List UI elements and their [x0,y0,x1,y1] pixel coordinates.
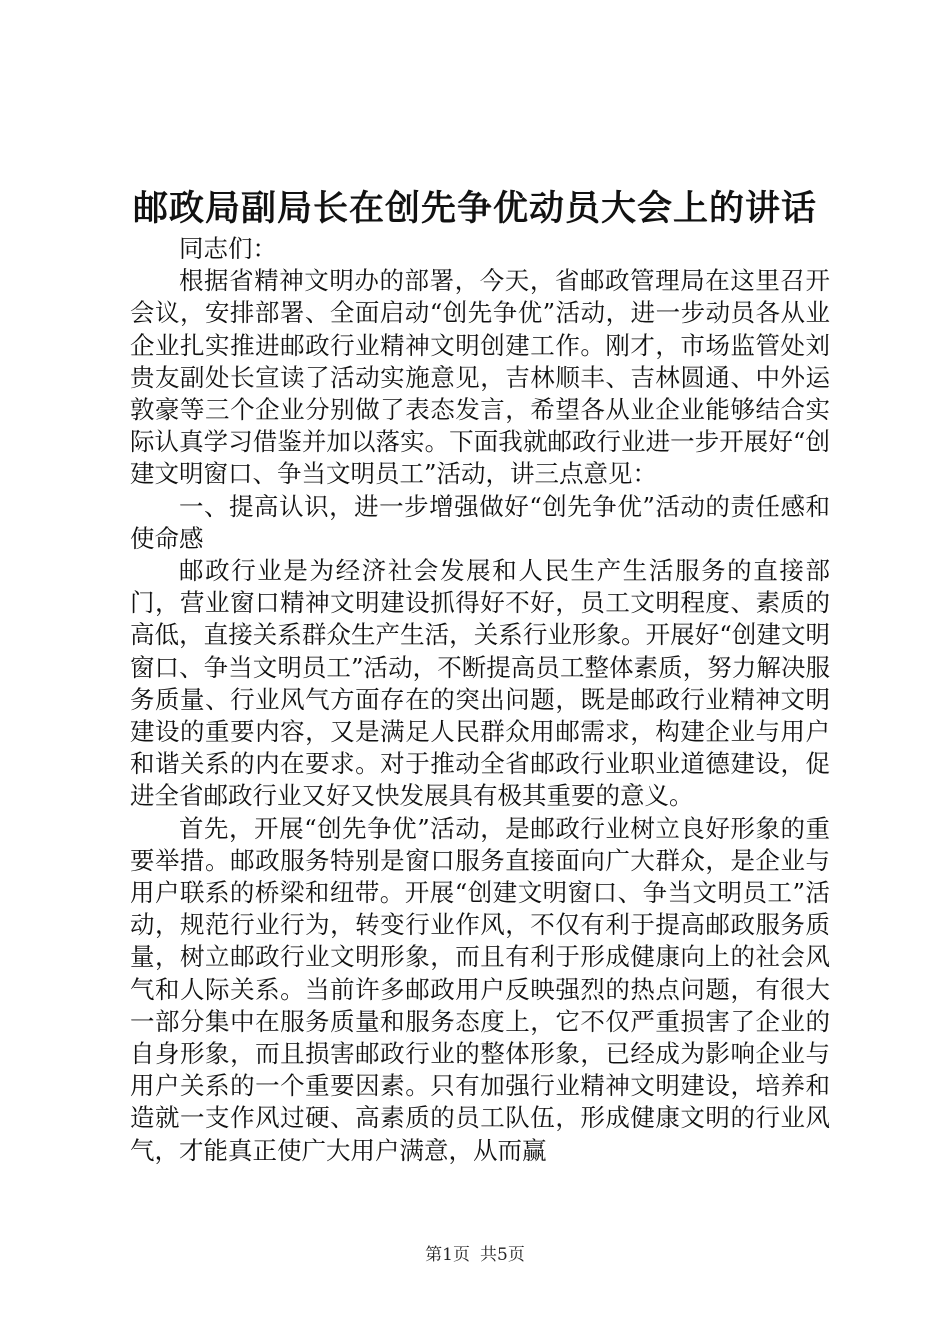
salutation: 同志们： [179,234,277,263]
paragraph: 根据省精神文明办的部署，今天，省邮政管理局在这里召开会议，安排部署、全面启动“创先争优”活动，进一步动员各从业企业扎实推进邮政行业精神文明创建工作。刚才，市场监管处刘贵友副处长宣读了活动实施意见，吉林顺丰、吉林圆通、中外运敦豪等三个企业分别做了表态发言，希望各从业企业能够结合实际认真学习借鉴并加以落实。下面我就邮政行业进一步开展好“创建文明窗口、争当文明员工”活动，讲三点意见： [130,266,830,489]
document-body [130,233,830,1167]
document-title: 邮政局副局长在创先争优动员大会上的讲话 [132,189,817,229]
section-heading: 一、提高认识，进一步增强做好“创先争优”活动的责任感和使命感 [130,491,830,553]
page-count: 共5页 [480,1245,525,1265]
paragraph: 邮政行业是为经济社会发展和人民生产生活服务的直接部门，营业窗口精神文明建设抓得好不好，员工文明程度、素质的高低，直接关系群众生产生活，关系行业形象。开展好“创建文明窗口、争当文明员工”活动，不断提高员工整体素质，努力解决服务质量、行业风气方面存在的突出问题，既是邮政行业精神文明建设的重要内容，又是满足人民群众用邮需求，构建企业与用户和谐关系的内在要求。对于推动全省邮政行业职业道德建设，促进全省邮政行业又好又快发展具有极其重要的意义。 [130,556,830,811]
page-number: 第1页 [425,1245,470,1265]
page-footer [0,1243,950,1267]
paragraph: 首先，开展“创先争优”活动，是邮政行业树立良好形象的重要举措。邮政服务特别是窗口服务直接面向广大群众，是企业与用户联系的桥梁和纽带。开展“创建文明窗口、争当文明员工”活动，规范行业行为，转变行业作风，不仅有利于提高邮政服务质量，树立邮政行业文明形象，而且有利于形成健康向上的社会风气和人际关系。当前许多邮政用户反映强烈的热点问题，有很大一部分集中在服务质量和服务态度上，它不仅严重损害了企业的自身形象，而且损害邮政行业的整体形象，已经成为影响企业与用户关系的一个重要因素。只有加强行业精神文明建设，培养和造就一支作风过硬、高素质的员工队伍，形成健康文明的行业风气，才能真正使广大用户满意，从而赢 [130,813,830,1165]
